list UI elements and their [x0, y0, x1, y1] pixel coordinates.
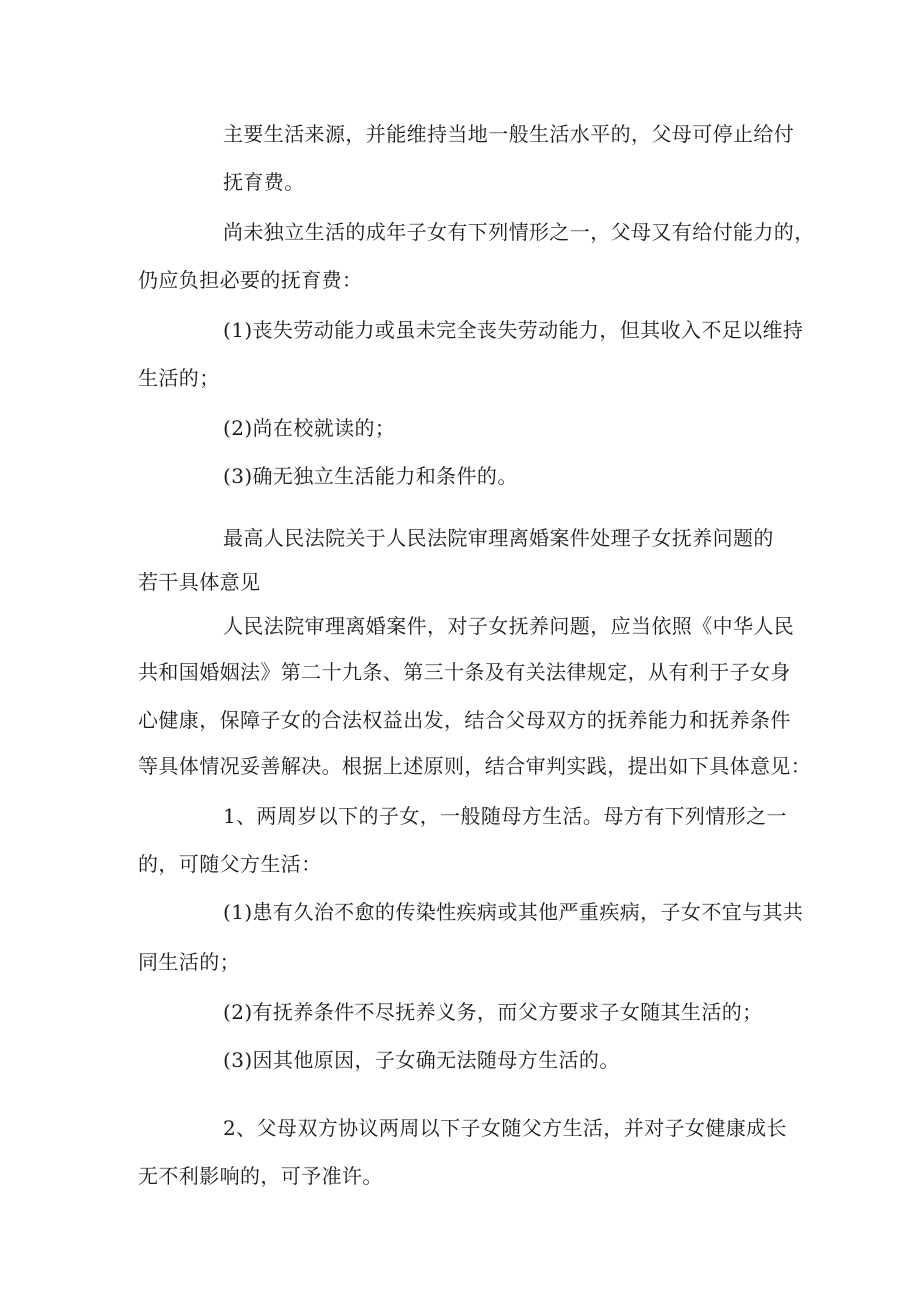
- list-item-line: (2)有抚养条件不尽抚养义务，而父方要求子女随其生活的；: [223, 1000, 763, 1024]
- paragraph-line: 无不利影响的，可予准许。: [138, 1164, 383, 1188]
- paragraph-line: 2、父母双方协议两周以下子女随父方生活，并对子女健康成长: [223, 1116, 787, 1140]
- paragraph-line: 1、两周岁以下的子女，一般随母方生活。母方有下列情形之一: [223, 804, 787, 828]
- list-item-line: 同生活的；: [138, 950, 240, 974]
- paragraph-line: 人民法院审理离婚案件，对子女抚养问题，应当依照《中华人民: [223, 614, 795, 638]
- list-item-line: (3)确无独立生活能力和条件的。: [223, 464, 518, 488]
- paragraph-line: 仍应负担必要的抚育费：: [138, 268, 363, 292]
- list-item-line: (2)尚在校就读的；: [223, 416, 396, 440]
- list-item-line: (1)患有久治不愈的传染性疾病或其他严重疾病，子女不宜与其共: [223, 900, 804, 924]
- paragraph-line: 的，可随父方生活：: [138, 852, 322, 876]
- paragraph-line: 尚未独立生活的成年子女有下列情形之一，父母又有给付能力的，: [223, 220, 815, 244]
- paragraph-line: 主要生活来源，并能维持当地一般生活水平的，父母可停止给付: [223, 122, 795, 146]
- paragraph-line: 心健康，保障子女的合法权益出发，结合父母双方的抚养能力和抚养条件: [138, 708, 791, 732]
- list-item-line: (3)因其他原因，子女确无法随母方生活的。: [223, 1048, 620, 1072]
- paragraph-line: 抚育费。: [223, 170, 305, 194]
- section-heading-line: 最高人民法院关于人民法院审理离婚案件处理子女抚养问题的: [223, 526, 774, 550]
- paragraph-line: 等具体情况妥善解决。根据上述原则，结合审判实践，提出如下具体意见：: [138, 754, 812, 778]
- section-heading-line: 若干具体意见: [138, 570, 261, 594]
- list-item-line: 生活的；: [138, 366, 220, 390]
- paragraph-line: 共和国婚姻法》第二十九条、第三十条及有关法律规定，从有利于子女身: [138, 660, 791, 684]
- list-item-line: (1)丧失劳动能力或虽未完全丧失劳动能力，但其收入不足以维持: [223, 318, 804, 342]
